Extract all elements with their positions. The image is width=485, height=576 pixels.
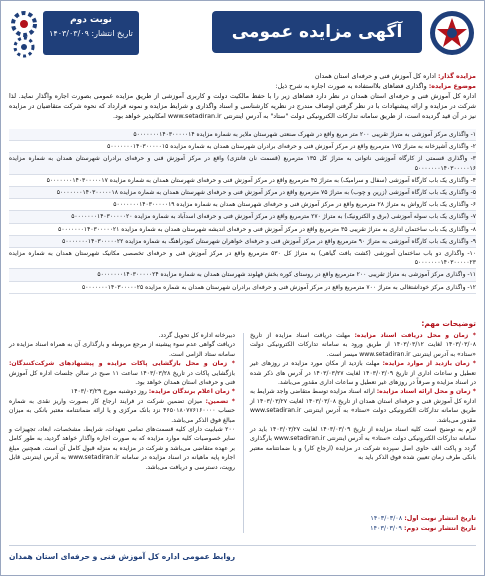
list-item: ۶- واگذاری یک باب کارواش به متراژ ۲۸ مترمربع واقع در مرکز آموزش فنی و حرفه‌ای شهرستان همدان به شماره مزایده ۵۰۰۰۰۰۰۰۱۴۰۳۰۰۰۰۰۱۹ — [9, 199, 476, 211]
first-publish-label: تاریخ انتشار نوبت اول: — [404, 514, 476, 522]
subject-value: واگذاری فضاهای بلااستفاده به صورت اجاره به شرح ذیل: — [275, 82, 427, 90]
note-text: روز دوشنبه مورخ ۱۴۰۳/۰۳/۲۹ — [70, 388, 147, 396]
note-text: دریافت گواهی عدم سوء پیشینه از مرجع مربوطه و بارگذاری آن به همراه اسناد مزایده در سامانه ستاد الزامی است. — [9, 341, 235, 358]
subject-line — [9, 81, 476, 91]
note-label: * زمان بازدید از موارد مزایده: — [382, 360, 476, 368]
list-item: ۱- واگذاری مرکز آموزشی به متراژ تقریبی ۲۰۰ متر مربع واقع در شهرک صنعتی شهرستان ملایر به شماره مزایده ۵۰۰۰۰۰۰۰۱۴۰۳۰۰۰۰۰۱۴ — [9, 129, 476, 141]
note-text: بازگشایی پاکات در تاریخ ۱۴۰۳/۰۳/۲۸ ساعت ۱۱ صبح در سالن جلسات اداره کل آموزش فنی و حرفه‌ای استان همدان خواهد بود. — [9, 369, 236, 387]
list-item: ۳- واگذاری قسمتی از کارگاه آموزشی ناتوانی به متراژ کل ۱۳۵ مترمربع (قسمت نان فانتزی) واقع در مرکز آموزش فنی و حرفه‌ای برادران شهرستان همدان به شماره مزایده ۵۰۰۰۰۰۰۰۱۴۰۳۰۰۰۰۰۱۶ — [9, 153, 476, 174]
note-label: * تضمین: — [205, 397, 235, 405]
gear-decoration-icon — [9, 9, 39, 61]
publish-date: تاریخ انتشار: ۱۴۰۳/۰۳/۰۹ — [49, 29, 133, 38]
issue-round: نوبت دوم — [70, 15, 112, 25]
note-paragraph — [9, 359, 235, 387]
note-paragraph — [9, 340, 235, 359]
note-paragraph — [250, 425, 476, 463]
note-paragraph — [250, 359, 476, 387]
notes-left-column — [9, 331, 235, 472]
list-item: ۴- واگذاری یک باب کارگاه آموزشی (سفال و سرامیک) به متراژ ۴۵ مترمربع واقع در مرکز آموزش فنی و حرفه‌ای شهرستان همدان به شماره مزایده ۵۰۰۰۰۰۰۰۱۴۰۳۰۰۰۰۰۱۷ — [9, 175, 476, 187]
items-list — [9, 129, 476, 294]
first-publish-value: ۱۴۰۳/۰۳/۰۸ — [370, 514, 403, 522]
note-label: * زمان و محل بازگشایی پاکات مزایده و پیشنهادهای شرکت‌کنندگان: — [9, 360, 235, 368]
list-item: ۹- واگذاری یک باب کارگاه آموزشی به متراژ ۹۰ مترمربع واقع در مرکز آموزش فنی و حرفه‌ای خواهران شهرستان کبودراهنگ به شماره مزایده ۵۰۰۰۰۰۰۰۱۴۰۳۰۰۰۰۰۲۲ — [9, 236, 476, 248]
list-item: ۱۲- واگذاری مرکز خوداشتغالی به متراژ ۷۰۰ مترمربع واقع در مرکز آموزش فنی و حرفه‌ای برادران شهرستان همدان به شماره مزایده ۵۰۰۰۰۰۰۰۱۴۰۳۰۰۰۰۰۲۵ — [9, 282, 476, 294]
note-paragraph — [9, 397, 235, 425]
note-paragraph — [250, 331, 476, 359]
note-text: لازم به توضیح است کلیه اسناد مزایده از تاریخ ۱۴۰۳/۰۳/۰۹ لغایت ۱۴۰۳/۰۳/۲۷ باید در سامانه تدارکات الکترونیکی دولت «ستاد» به آدرس اینترنتی www.setadiran.ir بارگذاری گردد و پاکت الف حاوی اصل سپرده شرکت در مزایده (ارجاع کار) و یا ضمانتنامه معتبر بانکی طرف زمان تعیین شده فوق الذکر باید به — [249, 426, 476, 462]
column-divider — [243, 333, 244, 533]
note-paragraph — [9, 331, 235, 340]
second-publish-line — [370, 523, 476, 533]
notes-title: توضیحات مهم: — [421, 319, 476, 328]
intro-section — [9, 71, 476, 121]
publish-dates — [370, 513, 476, 533]
note-label: * زمان اعلام برندگان مزایده: — [148, 388, 235, 396]
note-text: ۲۰۰ شبابیت دارای کلیه قسمت‌های تمامی تعهدات، شرایط، مشخصات، ابعاد، تجهیزات و سایر خصوصیات کلیه موارد مزایده که به صورت اجاره واگذار خواهد گردید، به طور کامل بر عهده متقاضی می‌باشد و شرکت در مزایده به منزله قبول کامل آن است. همچنین مبلغ اجاره پایه ماهیانه در اسناد مزایده در سامانه www.setadiran.ir به آدرس اینترنتی قابل رویت، دسترسی و دریافت می‌باشد. — [9, 426, 236, 471]
issue-info — [43, 11, 139, 55]
list-item: ۲- واگذاری آشپزخانه به متراژ ۱۷۵ مترمربع واقع در مرکز آموزش فنی و حرفه‌ای برادران شهرستان همدان به شماره مزایده ۵۰۰۰۰۰۰۰۱۴۰۳۰۰۰۰۰۱۵ — [9, 141, 476, 153]
note-paragraph — [9, 387, 235, 396]
notes-section — [9, 319, 476, 541]
second-publish-value: ۱۴۰۳/۰۳/۰۹ — [370, 524, 402, 532]
list-item: ۱۰- واگذاری دو باب ساختمان آموزشی (کشت بافت گیاهی) به متراژ کل ۵۳۰ مترمربع واقع در مرکز آموزش فنی و حرفه‌ای تخصصی مکانیک شهرستان همدان به شماره مزایده ۵۰۰۰۰۰۰۰۱۴۰۳۰۰۰۰۰۲۳ — [9, 248, 476, 269]
tender-label: مزایده گذار: — [437, 72, 476, 80]
list-item: ۷- واگذاری یک باب سوله آموزشی (برق و الکترونیک) به متراژ ۲۷۰ مترمربع واقع در مرکز آموزش فنی و حرفه‌ای اسدآباد به شماره مزایده ۵۰۰۰۰۰۰۰۱۴۰۳۰۰۰۰۰۲۰ — [9, 211, 476, 223]
note-text: مهلت دریافت اسناد مزایده از تاریخ ۱۴۰۳/۰۳/۰۸ لغایت ۱۴۰۳/۰۳/۱۲ از طریق ورود به سامانه تدارکات الکترونیکی دولت «ستاد» به آدرس اینترنتی www.setadiran.ir میسر است. — [250, 332, 477, 358]
note-paragraph — [9, 425, 235, 472]
note-text: دبیرخانه اداره کل تحویل گردد. — [158, 332, 235, 339]
note-label: * زمان و محل ارائه اسناد مزایده: — [376, 388, 476, 396]
list-item: ۱۱- واگذاری مرکز آموزشی به متراژ تقریبی ۲۰۰ مترمربع واقع در روستای کوره بخش فهلوند شهرستان همدان به شماره مزایده ۵۰۰۰۰۰۰۰۱۴۰۳۰۰۰۰۰۲۴ — [9, 269, 476, 281]
note-text: مهلت بازدید از مکان مورد مزایده در روزهای غیر تعطیل و ساعات اداری از تاریخ ۱۴۰۳/۰۳/۰۹ لغایت ۱۴۰۳/۰۳/۲۷ در آدرس های ذکر شده در اسناد مزایده و صرفاً در روزهای غیر تعطیل و ساعات اداری مقدور می‌باشد. — [250, 360, 476, 387]
note-text: ارائه اسناد مزایده توسط متقاضی واجد شرایط به اداره کل آموزش فنی و حرفه‌ای استان همدان از تاریخ ۱۴۰۳/۰۳/۰۸ لغایت ۱۴۰۳/۰۳/۲۷ از طریق سامانه تدارکات الکترونیکی دولت «ستاد» به آدرس اینترنتی www.setadiran.ir مقدور می‌باشد. — [250, 388, 476, 424]
closing-signature: روابط عمومی اداره کل آموزش فنی و حرفه‌ای استان همدان — [9, 545, 476, 561]
note-text: میزان تضمین شرکت در فرایند ارجاع کار بصورت واریز نقدی به شماره حساب ۴۶۵۰۱۸۰۷۷۶۱۶۰۰۰۰ نزد بانک مرکزی و یا ارائه ضمانتنامه معتبر بانکی به میزان مبالغ فوق الذکر می‌باشد. — [9, 397, 235, 424]
first-publish-line — [370, 513, 476, 523]
note-paragraph — [250, 387, 476, 425]
second-publish-label: تاریخ انتشار نوبت دوم: — [403, 524, 476, 532]
page-title: آگهی مزایده عمومی (اجاره) — [212, 11, 422, 53]
note-label: * زمان و محل دریافت اسناد مزایده: — [354, 332, 476, 339]
tender-value: اداره کل آموزش فنی و حرفه‌ای استان همدان — [314, 72, 436, 80]
subject-label: موضوع مزایده: — [428, 82, 476, 90]
intro-paragraph: اداره کل آموزش فنی و حرفه‌ای استان همدان در نظر دارد فضاهای زیر را با حفظ مالکیت دولت و کاربری آموزشی از طریق مزایده عمومی بصورت اجاره واگذار نماید. لذا شرکت در مزایده و ارائه پیشنهادات با در نظر گرفتن اوصاف مندرج در نظریه کارشناسی و اسناد واگذاری و شرایط مزایده و نمونه قرارداد که نحوه شرکت متقاضیان در مزایده نیز در آن قید گردیده است، از طریق سامانه تدارکات الکترونیکی دولت "ستاد" به آدرس اینترنتی www.setadiran.ir امکانپذیر خواهد بود. — [9, 92, 476, 120]
notes-right-column — [250, 331, 476, 463]
list-item: ۵- واگذاری یک باب کارگاه آموزشی (زرین و چوب) به متراژ ۷۵ مترمربع واقع در مرکز آموزش فنی و حرفه‌ای شهرستان همدان به شماره مزایده ۵۰۰۰۰۰۰۰۱۴۰۳۰۰۰۰۰۱۸ — [9, 187, 476, 199]
tender-line — [9, 71, 476, 81]
list-item: ۸- واگذاری یک باب ساختمان اداری به متراژ تقریبی ۳۵ مترمربع واقع در مرکز آموزش فنی و حرفه‌ای اندیشه شهرستان همدان به شماره مزایده ۵۰۰۰۰۰۰۰۱۴۰۳۰۰۰۰۰۲۱ — [9, 224, 476, 236]
tvto-logo-icon — [428, 9, 476, 57]
